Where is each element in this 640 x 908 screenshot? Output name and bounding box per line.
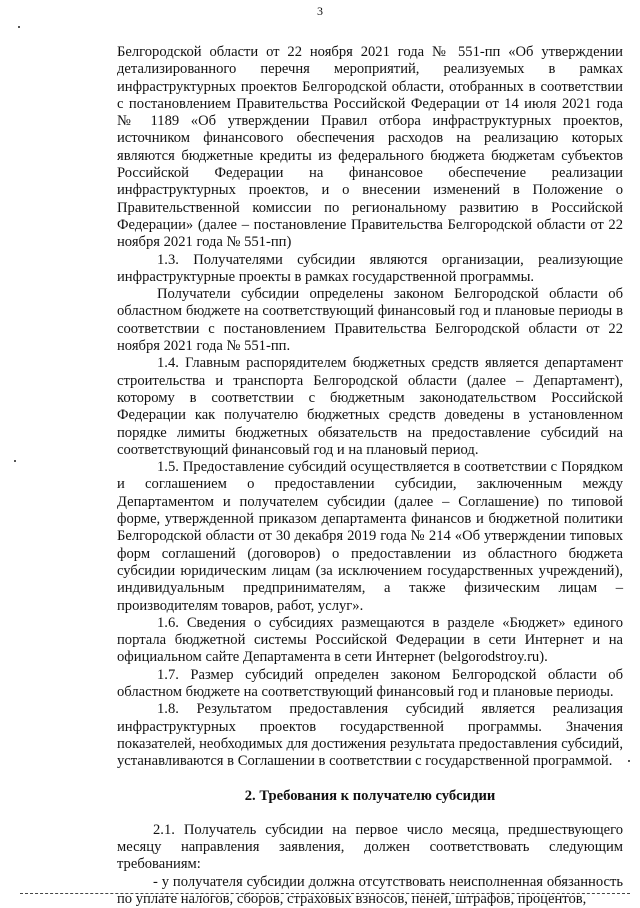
scan-speck [18,26,20,28]
scan-speck [628,760,630,762]
document-body [117,44,623,908]
page-number: 3 [317,4,323,18]
paragraph-1-7: 1.7. Размер субсидий определен законом Белгородской области об областном бюджете на соответствующий финансовый год и плановые периоды. [117,666,623,700]
paragraph-1-3: 1.3. Получателями субсидии являются организации, реализующие инфраструктурные проекты в рамках государственной программы. [117,251,623,285]
paragraph-continuation: Белгородской области от 22 ноября 2021 года № 551-пп «Об утверждении детализированного перечня мероприятий, реализуемых в рамках инфраструктурных проектов Белгородской области, отобранных в соответствии с постановлением Правительства Российской Федерации от 14 июля 2021 года № 1189 «Об утверждении Правил отбора инфраструктурных проектов, источником финансового обеспечения расходов на реализацию которых являются бюджетные кредиты из федерального бюджета бюджетам субъектов Российской Федерации на финансовое обеспечение реализации инфраструктурных проектов, и о внесении изменений в Положение о Правительственной комиссии по региональному развитию в Российской Федерации» (далее – постановление Правительства Белгородской области от 22 ноября 2021 года № 551-пп) [117,44,623,251]
paragraph-recipients: Получатели субсидии определены законом Белгородской области об областном бюджете на соответствующий финансовый год и плановые периоды в соответствии с постановлением Правительства Белгородской области от 22 ноября 2021 года № 551-пп. [117,286,623,355]
scan-speck [14,460,16,462]
paragraph-1-6: 1.6. Сведения о субсидиях размещаются в разделе «Бюджет» единого портала бюджетной системы Российской Федерации в сети Интернет и на официальном сайте Департамента в сети Интернет (belgorodstroy.ru). [117,614,623,666]
paragraph-2-1: 2.1. Получатель субсидии на первое число месяца, предшествующего месяцу направления заявления, должен соответствовать следующим требованиям: [117,821,623,873]
paragraph-1-5: 1.5. Предоставление субсидий осуществляется в соответствии с Порядком и соглашением о предоставлении субсидии, заключенным между Департаментом и получателем субсидии (далее – Соглашение) по типовой форме, утвержденной приказом департамента финансов и бюджетной политики Белгородской области от 30 декабря 2019 года № 214 «Об утверждении типовых форм соглашений (договоров) о предоставлении из областного бюджета субсидии юридическим лицам (за исключением государственных учреждений), индивидуальным предпринимателям, а также физическим лицам – производителям товаров, работ, услуг». [117,459,623,614]
paragraph-1-8: 1.8. Результатом предоставления субсидий является реализация инфраструктурных проектов государственной программы. Значения показателей, необходимых для достижения результата предоставления субсидий, устанавливаются в Соглашении в соответствии с государственной программой. [117,701,623,770]
section-2-title: 2. Требования к получателю субсидии [244,788,496,805]
paragraph-1-4: 1.4. Главным распорядителем бюджетных средств является департамент строительства и транспорта Белгородской области (далее – Департамент), которому в соответствии с бюджетным законодательством Российской Федерации как получателю бюджетных средств доведены в установленном порядке лимиты бюджетных обязательств на предоставление субсидий на соответствующий финансовый год и на плановый период. [117,355,623,458]
paragraph-2-1-item: - у получателя субсидии должна отсутствовать неисполненная обязанность по уплате налогов, сборов, страховых взносов, пеней, штрафов, процентов, [117,873,623,907]
scan-bottom-edge [20,893,630,894]
